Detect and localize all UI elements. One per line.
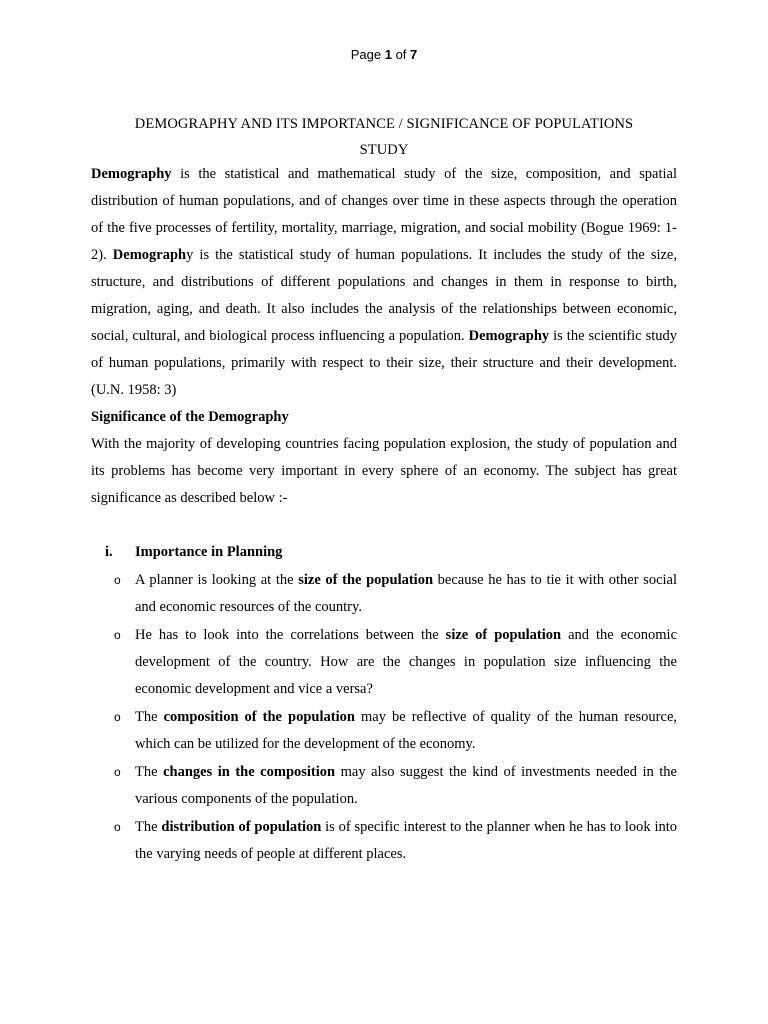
intro-text-1: is the statistical and mathematical study of the size, composition, and spatial distribution of human populations, and of changes over time in these aspects through the operation of the five processes of fertility, mortality, marriage, migration, and social mobility (Bogue 1969: 1-2). bbox=[91, 166, 677, 263]
item-text-post: and the economic development of the country. How are the changes in population size influencing the economic development and vice a versa? bbox=[135, 627, 678, 697]
item-text-post: may also suggest the kind of investments needed in the various components of the population. bbox=[135, 764, 677, 807]
page-word: Page bbox=[350, 47, 382, 62]
bullet-icon: o bbox=[114, 820, 121, 834]
title-line-2: STUDY bbox=[359, 142, 409, 158]
document-body bbox=[91, 161, 677, 868]
list-item bbox=[91, 759, 677, 813]
page-total: 7 bbox=[410, 47, 418, 62]
section-title: Importance in Planning bbox=[135, 544, 283, 560]
title-line-1: DEMOGRAPHY AND ITS IMPORTANCE / SIGNIFICANCE OF POPULATIONS bbox=[134, 116, 634, 132]
item-text-pre: The bbox=[135, 819, 162, 835]
bullet-icon: o bbox=[114, 628, 121, 642]
page-of: of bbox=[395, 47, 407, 62]
item-text-bold: changes in the composition bbox=[163, 764, 336, 780]
page-current: 1 bbox=[384, 47, 392, 62]
document-title bbox=[100, 111, 668, 163]
list-item-text bbox=[135, 567, 677, 621]
item-text-pre: He has to look into the correlations between the bbox=[135, 627, 446, 643]
item-text-bold: composition of the population bbox=[163, 709, 355, 725]
list-item bbox=[91, 704, 677, 758]
item-text-pre: The bbox=[135, 709, 164, 725]
intro-term-1: Demography bbox=[91, 166, 172, 182]
bullet-icon: o bbox=[114, 710, 121, 724]
item-text-pre: A planner is looking at the bbox=[135, 572, 299, 588]
significance-paragraph: With the majority of developing countries facing population explosion, the study of population and its problems has become very important in every sphere of an economy. The subject has great significance as described below :- bbox=[91, 436, 677, 506]
intro-text-3: is the scientific study of human populations, primarily with respect to their size, their structure and their development.(U.N. 1958: 3) bbox=[91, 328, 678, 398]
list-item bbox=[91, 814, 677, 868]
bullet-icon: o bbox=[114, 573, 121, 587]
item-text-post: may be reflective of quality of the human resource, which can be utilized for the development of the economy. bbox=[135, 709, 677, 752]
planning-bullet-list bbox=[91, 567, 677, 868]
significance-heading: Significance of the Demography bbox=[91, 409, 289, 425]
list-item-text bbox=[135, 814, 677, 868]
item-text-pre: The bbox=[135, 764, 164, 780]
item-text-post: because he has to tie it with other social and economic resources of the country. bbox=[135, 572, 677, 615]
intro-term-3: Demography bbox=[468, 328, 550, 344]
list-item-text bbox=[135, 622, 677, 703]
list-item bbox=[91, 622, 677, 703]
list-item-text bbox=[135, 704, 677, 758]
list-item bbox=[91, 567, 677, 621]
item-text-bold: distribution of population bbox=[161, 819, 322, 835]
section-planning-header bbox=[91, 539, 677, 566]
bullet-icon: o bbox=[114, 765, 121, 779]
page-number bbox=[0, 47, 768, 62]
intro-term-2: Demograph bbox=[112, 247, 187, 263]
section-numeral: i. bbox=[105, 544, 113, 560]
item-text-bold: size of the population bbox=[298, 572, 434, 588]
item-text-bold: size of population bbox=[445, 627, 562, 643]
section-planning bbox=[91, 539, 677, 868]
intro-text-2: y is the statistical study of human populations. It includes the study of the size, structure, and distributions of different populations and changes in them in response to birth, migration, aging, and death. It also includes the analysis of the relationships between economic, social, cultural, and biological process influencing a population. bbox=[91, 247, 677, 344]
item-text-post: is of specific interest to the planner when he has to look into the varying needs of people at different places. bbox=[135, 819, 678, 862]
intro-paragraph bbox=[91, 161, 677, 404]
list-item-text bbox=[135, 759, 677, 813]
